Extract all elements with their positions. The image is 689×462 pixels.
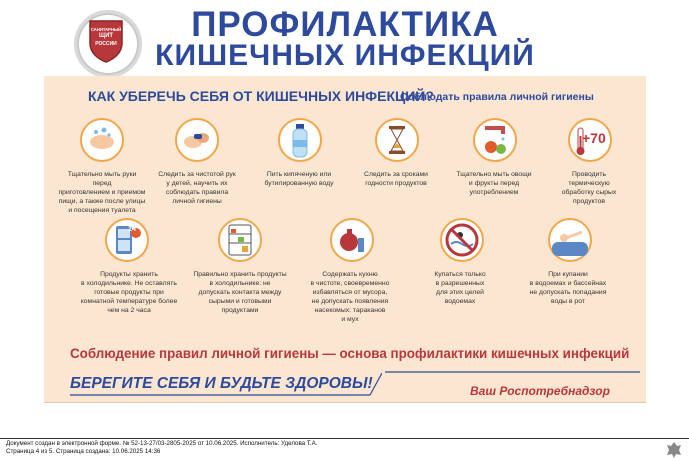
tip-caption: Пить кипяченую или бутилированную воду <box>264 171 334 187</box>
tip-caption: При купании в водоемах и бассейнах не допускать попадания воды в рот <box>529 271 607 305</box>
clean-kitchen-icon <box>330 218 374 262</box>
motto-text: Соблюдение правил личной гигиены — основа профилактики кишечных инфекций <box>70 346 630 361</box>
footer-divider <box>0 438 689 439</box>
footer-line-1: Документ создан в электронной форме. № 52-13-27/03-2805-2025 от 10.06.2025. Исполнитель: Уделова Т.А. <box>6 440 318 447</box>
tip-caption: Содержать кухню в чистоте, своевременно избавляться от мусора, не допускать появления насекомых: тараканов и мух <box>310 271 390 323</box>
logo-line-3: РОССИИ <box>95 41 117 47</box>
slogan-text: БЕРЕГИТЕ СЕБЯ И БУДЬТЕ ЗДОРОВЫ! <box>70 375 373 392</box>
logo-line-1: САНИТАРНЫЙ <box>90 27 122 32</box>
hand-washing-icon <box>80 118 124 162</box>
poster-title-line-2: КИШЕЧНЫХ ИНФЕКЦИЙ <box>155 39 535 72</box>
tip-caption: Тщательно мыть овощи и фрукты перед употреблением <box>456 171 532 196</box>
signature-text: Ваш Роспотребнадзор <box>470 384 610 398</box>
footer-line-2: Страница 4 из 5. Страница создана: 10.06.2025 14:36 <box>6 448 161 455</box>
panel-border <box>44 402 646 403</box>
two-hours-badge: 2ч <box>128 226 136 233</box>
fridge-storage-icon <box>105 218 149 262</box>
no-swimming-icon <box>440 218 484 262</box>
poster-title-line-1: ПРОФИЛАКТИКА <box>191 5 499 44</box>
tip-caption: Купаться только в разрешенных для этих целей водоемах <box>434 271 486 305</box>
swimmer-icon <box>548 218 592 262</box>
tip-caption: Следить за сроками годности продуктов <box>364 171 428 187</box>
plus-70-badge: +70 <box>582 130 606 146</box>
emblem-icon <box>664 440 684 460</box>
water-bottle-icon <box>278 118 322 162</box>
tip-caption: Следить за чистотой рук у детей, научить их соблюдать правила личной гигиены <box>158 171 236 205</box>
question-heading: КАК УБЕРЕЧЬ СЕБЯ ОТ КИШЕЧНЫХ ИНФЕКЦИЙ? <box>88 88 434 104</box>
tip-caption: Тщательно мыть руки перед приготовлением и приемом пищи, а также после улицы и посещения туалета <box>58 171 146 214</box>
tip-caption: Продукты хранить в холодильнике. Не оставлять готовые продукты при комнатной температуре более чем на 2 часа <box>80 271 178 314</box>
logo-line-2: ЩИТ <box>98 33 114 39</box>
tip-caption: Правильно хранить продукты в холодильнике: не допускать контакта между сырыми и готовыми продуктами <box>193 271 287 314</box>
washing-vegetables-icon <box>473 118 517 162</box>
hourglass-icon <box>375 118 419 162</box>
child-hands-icon <box>175 118 219 162</box>
tip-caption: Проводить термическую обработку сырых продуктов <box>561 171 617 205</box>
question-subheading: Соблюдать правила личной гигиены <box>400 91 594 103</box>
fridge-shelves-icon <box>218 218 262 262</box>
signature-top-rule <box>385 371 640 373</box>
